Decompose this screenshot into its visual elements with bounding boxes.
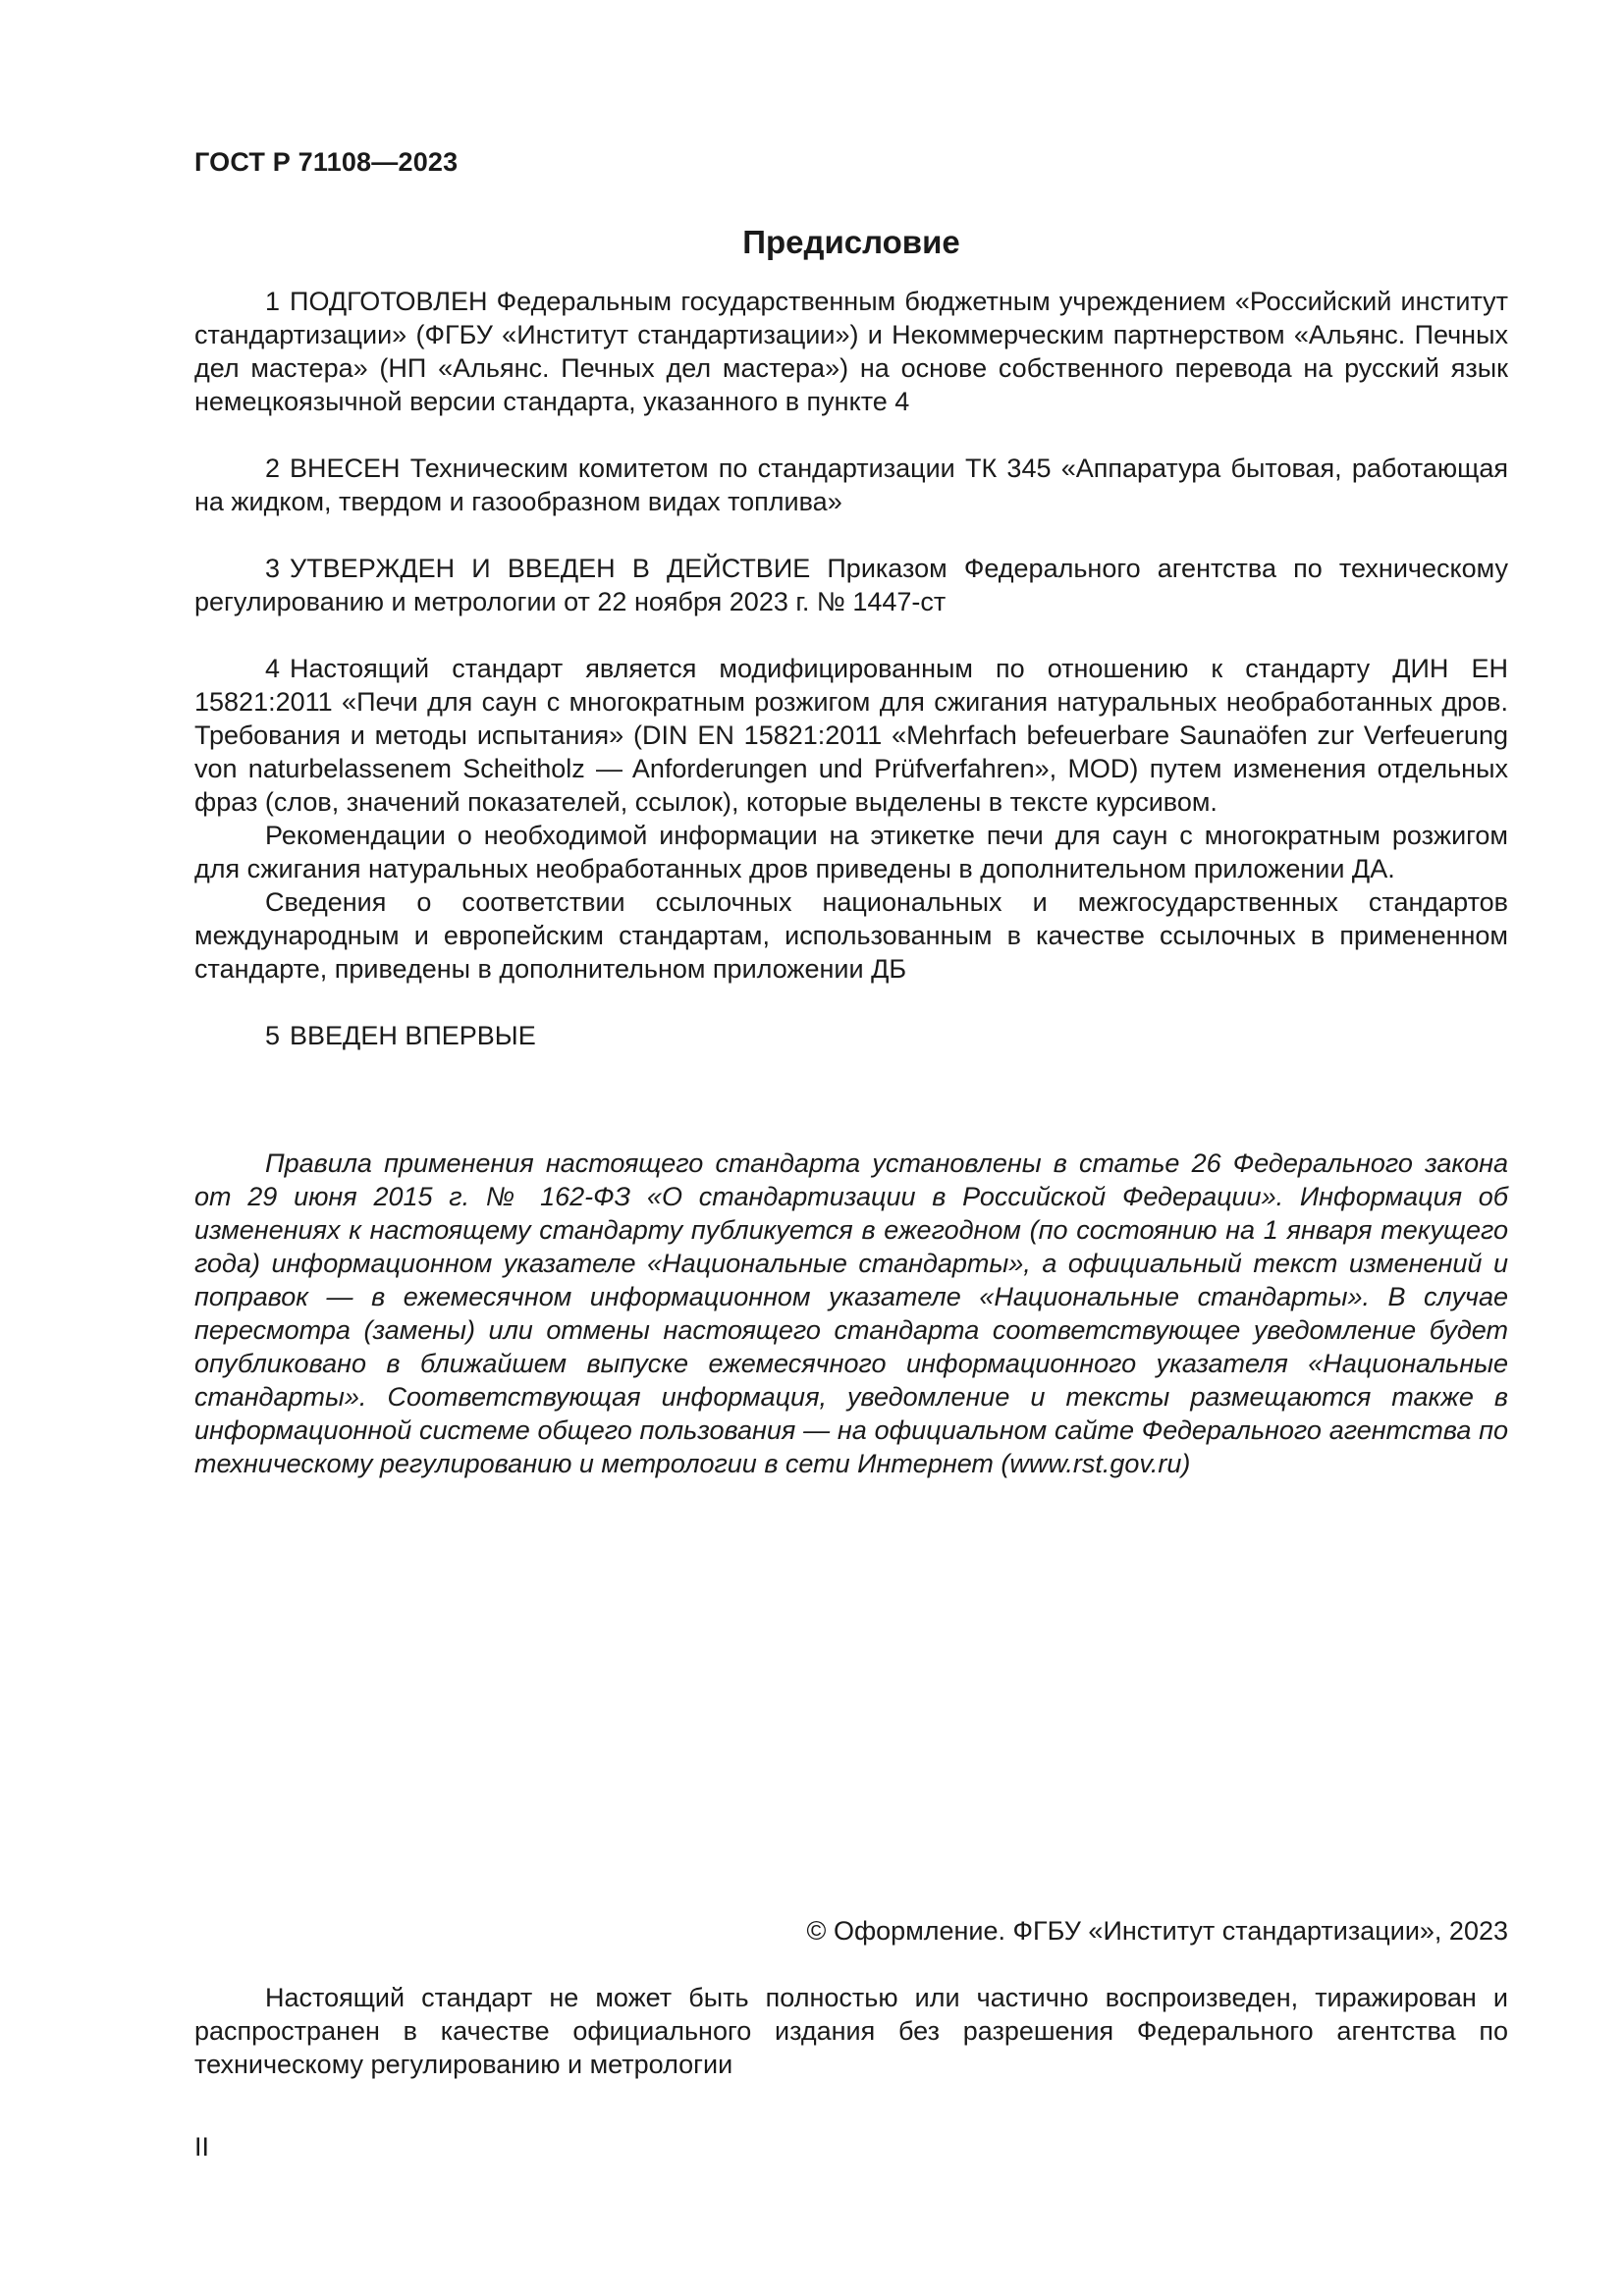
item-text: ВВЕДЕН ВПЕРВЫЕ <box>290 1021 536 1050</box>
foreword-item-3 <box>194 552 1508 618</box>
page-number: II <box>194 2132 210 2162</box>
foreword-item-2 <box>194 452 1508 518</box>
legal-notice: Правила применения настоящего стандарта установлены в статье 26 Федерального закона от 29 июня 2015 г. № 162-ФЗ «О стандартизации в Российской Федерации». Информация об изменениях к настоящему стандарту публикуется в ежегодном (по состоянию на 1 января текущего года) информационном указателе «Национальные стандарты», а официальный текст изменений и поправок — в ежемесячном информационном указателе «Национальные стандарты». В случае пересмотра (замены) или отмены настоящего стандарта соответствующее уведомление будет опубликовано в ближайшем выпуске ежемесячного информационного указателя «Национальные стандарты». Соответствующая информация, уведомление и тексты размещаются также в информационной системе общего пользования — на официальном сайте Федерального агентства по техническому регулированию и метрологии в сети Интернет (www.rst.gov.ru) <box>194 1148 1508 1478</box>
copyright-line: © Оформление. ФГБУ «Институт стандартизации», 2023 <box>806 1916 1508 1946</box>
reproduction-notice: Настоящий стандарт не может быть полностью или частично воспроизведен, тиражирован и распространен в качестве официального издания без разрешения Федерального агентства по техническому регулированию и метрологии <box>194 1983 1508 2079</box>
foreword-item-4-references <box>194 885 1508 986</box>
item-number: 3 <box>265 554 281 583</box>
foreword-item-5 <box>194 1019 1508 1052</box>
foreword-item-1 <box>194 285 1508 418</box>
item-number: 1 <box>265 287 281 316</box>
item-text: ПОДГОТОВЛЕН Федеральным государственным бюджетным учреждением «Российский институт стандартизации» (ФГБУ «Институт стандартизации») и Некоммерческим партнерством «Альянс. Печных дел мастера» (НП «Альянс. Печных дел мастера») на основе собственного перевода на русский язык немецкоязычной версии стандарта, указанного в пункте 4 <box>194 287 1508 416</box>
item-text: Настоящий стандарт является модифицированным по отношению к стандарту ДИН ЕН 15821:2011 «Печи для саун с многократным розжигом для сжигания натуральных необработанных дров. Требования и методы испытания» (DIN EN 15821:2011 «Mehrfach befeuerbare Saunaöfen zur Verfeuerung von naturbelassenem Scheitholz — Anforderungen und Prüfverfahren», MOD) путем изменения отдельных фраз (слов, значений показателей, ссылок), которые выделены в тексте курсивом. <box>194 654 1508 817</box>
document-code: ГОСТ Р 71108—2023 <box>194 147 459 177</box>
item-text: УТВЕРЖДЕН И ВВЕДЕН В ДЕЙСТВИЕ Приказом Федерального агентства по техническому регулированию и метрологии от 22 ноября 2023 г. № 1447-ст <box>194 554 1508 616</box>
item-number: 4 <box>265 654 281 683</box>
foreword-item-4-recommendations <box>194 819 1508 885</box>
item-number: 2 <box>265 454 281 483</box>
item-text: Рекомендации о необходимой информации на этикетке печи для саун с многократным розжигом для сжигания натуральных необработанных дров приведены в дополнительном приложении ДА. <box>194 821 1508 883</box>
foreword-item-4 <box>194 652 1508 819</box>
foreword-content <box>194 285 1508 1052</box>
item-text: ВНЕСЕН Техническим комитетом по стандартизации ТК 345 «Аппаратура бытовая, работающая на жидком, твердом и газообразном видах топлива» <box>194 454 1508 516</box>
item-number: 5 <box>265 1021 281 1050</box>
page-title: Предисловие <box>742 224 960 260</box>
item-text: Сведения о соответствии ссылочных национальных и межгосударственных стандартов международным и европейским стандартам, использованным в качестве ссылочных в примененном стандарте, приведены в дополнительном приложении ДБ <box>194 887 1508 984</box>
